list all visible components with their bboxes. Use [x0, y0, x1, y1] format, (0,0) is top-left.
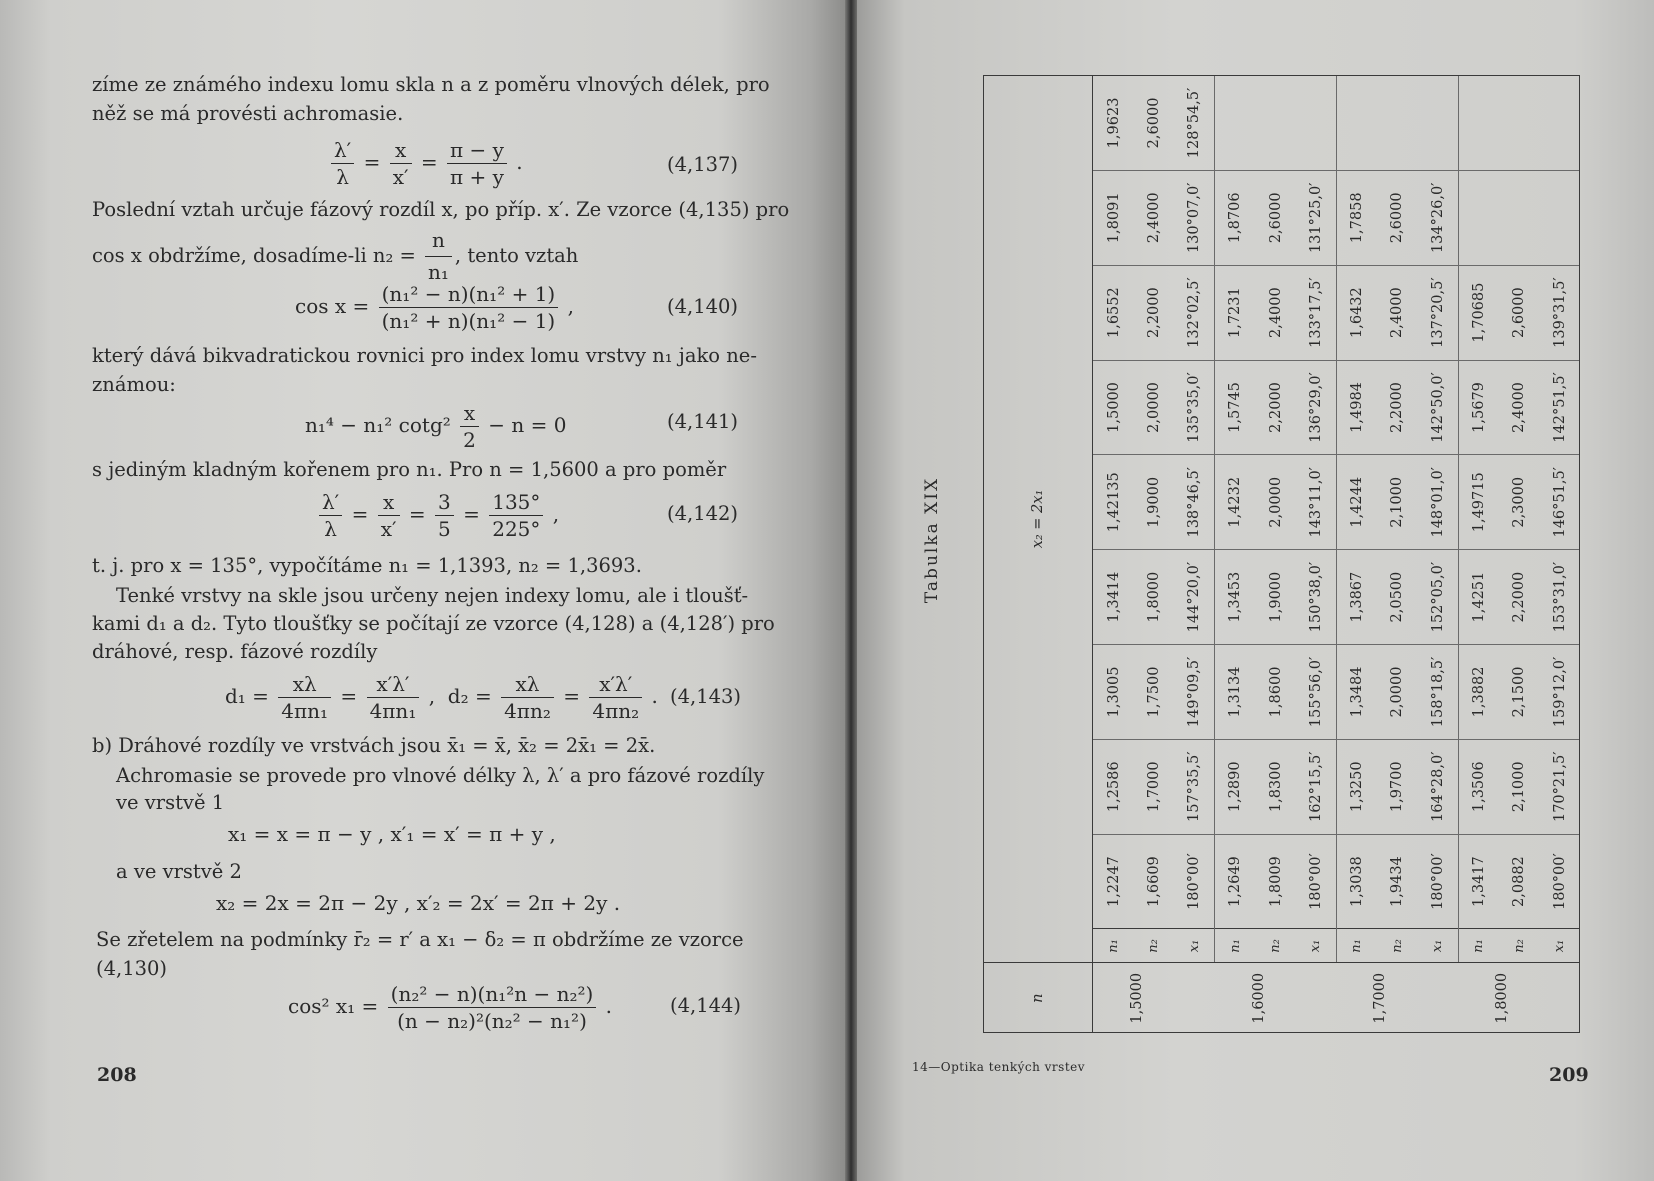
table-cell: 136°29,0′	[1296, 360, 1337, 455]
row-label: n₂	[1255, 929, 1296, 963]
equation-number: (4,143)	[670, 685, 742, 708]
text-line: známou:	[92, 373, 176, 396]
table-cell: 2,6000	[1499, 265, 1540, 360]
table-cell: 138°46,5′	[1174, 455, 1215, 550]
table-cell: 180°00′	[1174, 834, 1215, 929]
book-gutter	[845, 0, 857, 1181]
table-cell: 1,3453	[1215, 550, 1256, 645]
table-cell: 2,2000	[1377, 360, 1418, 455]
table-cell: 1,6609	[1134, 834, 1175, 929]
table-cell: 143°11,0′	[1296, 455, 1337, 550]
table-cell: 2,0000	[1255, 455, 1296, 550]
table-cell: 2,0500	[1377, 550, 1418, 645]
table-cell: 1,8091	[1093, 170, 1134, 265]
table-cell: 1,3414	[1093, 550, 1134, 645]
table-cell: 1,7500	[1134, 645, 1175, 740]
table-cell: 180°00′	[1296, 834, 1337, 929]
table-cell: 1,8000	[1134, 550, 1175, 645]
table-cell: 142°51,5′	[1539, 360, 1580, 455]
equation-number: (4,141)	[667, 410, 739, 433]
text-line: zíme ze známého indexu lomu skla n a z poměru vlnových délek, pro	[92, 73, 770, 96]
table-cell: 2,3000	[1499, 455, 1540, 550]
table-cell: 1,7231	[1215, 265, 1256, 360]
equation-number: (4,144)	[670, 994, 742, 1017]
table-cell: 1,9000	[1134, 455, 1175, 550]
table-cell: 1,9434	[1377, 834, 1418, 929]
table-cell: 132°02,5′	[1174, 265, 1215, 360]
table-cell: 1,3882	[1458, 645, 1499, 740]
table-cell: 180°00′	[1539, 834, 1580, 929]
text-line: Poslední vztah určuje fázový rozdíl x, po příp. x′. Ze vzorce (4,135) pro	[92, 198, 790, 221]
table-cell: 1,42135	[1093, 455, 1134, 550]
page-number-left: 208	[97, 1064, 137, 1086]
equation-4-144: cos² x₁ = $\frac{\text{(n₂² − n)(n₁²n − n₂²)}}{\text{(n − n₂)²(n₂² − n₁²)}}$ .	[288, 982, 613, 1033]
equation-number: (4,140)	[667, 295, 739, 318]
table-cell: 1,3506	[1458, 739, 1499, 834]
table-cell: 1,8300	[1255, 739, 1296, 834]
table-cell: 158°18,5′	[1418, 645, 1459, 740]
row-label: n₂	[1499, 929, 1540, 963]
row-label: x₁	[1296, 929, 1337, 963]
footer-note: 14—Optika tenkých vrstev	[912, 1060, 1086, 1074]
table-cell: 170°21,5′	[1539, 739, 1580, 834]
row-label: n₁	[1336, 929, 1377, 963]
equation-number: (4,142)	[667, 502, 739, 525]
text-line: Achromasie se provede pro vlnové délky λ, λ′ a pro fázové rozdíly	[116, 764, 765, 787]
table-cell: 128°54,5′	[1174, 76, 1215, 171]
table-cell: 1,8009	[1255, 834, 1296, 929]
text-line: dráhové, resp. fázové rozdíly	[92, 640, 378, 663]
group-n-value: 1,7000	[1336, 963, 1458, 1033]
table-cell: 135°35,0′	[1174, 360, 1215, 455]
text-line: něž se má provésti achromasie.	[92, 102, 404, 125]
table-cell: 1,7000	[1134, 739, 1175, 834]
table-cell: 2,4000	[1134, 170, 1175, 265]
table-cell: 1,4244	[1336, 455, 1377, 550]
table-cell: 159°12,0′	[1539, 645, 1580, 740]
table-cell: 2,6000	[1134, 76, 1175, 171]
table-cell: 1,3038	[1336, 834, 1377, 929]
table-cell: 153°31,0′	[1539, 550, 1580, 645]
table-cell: 1,4232	[1215, 455, 1256, 550]
equation-4-137: $\frac{\lambda'}{\lambda}$ = $\frac{x}{x'}$ = $\frac{\pi - y}{\pi + y}$ .	[328, 138, 523, 189]
header-span-label: x₂ = 2x₁	[983, 76, 1093, 964]
table-cell: 2,0882	[1499, 834, 1540, 929]
table-cell: 164°28,0′	[1418, 739, 1459, 834]
table-border	[983, 75, 1580, 1033]
table-cell: 131°25,0′	[1296, 170, 1337, 265]
table-cell: 149°09,5′	[1174, 645, 1215, 740]
equation-number: (4,137)	[667, 153, 739, 176]
table-cell: 1,6432	[1336, 265, 1377, 360]
table-cell: 150°38,0′	[1296, 550, 1337, 645]
table-cell: 2,4000	[1499, 360, 1540, 455]
table-cell: 155°56,0′	[1296, 645, 1337, 740]
row-label: x₁	[1418, 929, 1459, 963]
row-label: x₁	[1539, 929, 1580, 963]
table-cell: 2,1500	[1499, 645, 1540, 740]
table-cell: 1,49715	[1458, 455, 1499, 550]
text-line: Tenké vrstvy na skle jsou určeny nejen indexy lomu, ale i tloušť-	[116, 584, 749, 607]
table-cell: 1,2247	[1093, 834, 1134, 929]
table-cell: 180°00′	[1418, 834, 1459, 929]
table-cell: 2,0000	[1377, 645, 1418, 740]
equation-4-142: $\frac{\lambda'}{\lambda}$ = $\frac{x}{x'}$ = $\frac{3}{5}$ = $\frac{135^\circ}{225^\circ}$ ,	[316, 490, 559, 541]
equation-4-143: d₁ = $\frac{x\lambda}{\text{4πn₁}}$ = $\frac{x'\lambda'}{\text{4πn₁}}$ , d₂ = $\frac{x\lambda}{\text{4πn₂}}$ = $\frac{x'\lambda'}{\text{4πn₂}}$ .	[225, 672, 658, 723]
page-number-right: 209	[1549, 1064, 1589, 1086]
equation-4-140: cos x = $\frac{\text{(n₁² − n)(n₁² + 1)}}{\text{(n₁² + n)(n₁² − 1)}}$ ,	[295, 282, 574, 333]
text-line: ve vrstvě 1	[116, 791, 225, 814]
table-cell: 142°50,0′	[1418, 360, 1459, 455]
table-cell: 1,9700	[1377, 739, 1418, 834]
table-cell: 2,2000	[1255, 360, 1296, 455]
text-line: (4,130)	[96, 957, 168, 980]
table-cell: 137°20,5′	[1418, 265, 1459, 360]
group-n-value: 1,6000	[1215, 963, 1337, 1033]
text-line: který dává bikvadratickou rovnici pro index lomu vrstvy n₁ jako ne-	[92, 344, 757, 367]
table-cell: 1,3005	[1093, 645, 1134, 740]
row-label: n₁	[1458, 929, 1499, 963]
table-cell: 134°26,0′	[1418, 170, 1459, 265]
table-cell: 2,1000	[1377, 455, 1418, 550]
table-cell: 2,2000	[1499, 550, 1540, 645]
row-label: n₁	[1093, 929, 1134, 963]
table-cell: 2,6000	[1377, 170, 1418, 265]
table-cell: 1,4984	[1336, 360, 1377, 455]
table-cell: 1,8600	[1255, 645, 1296, 740]
table-cell: 1,2649	[1215, 834, 1256, 929]
text-line: a ve vrstvě 2	[116, 860, 242, 883]
table-cell: 1,3867	[1336, 550, 1377, 645]
table-cell: 1,2890	[1215, 739, 1256, 834]
text-line: t. j. pro x = 135°, vypočítáme n₁ = 1,1393, n₂ = 1,3693.	[92, 554, 642, 577]
table-cell: 2,1000	[1499, 739, 1540, 834]
table-cell: 2,0000	[1134, 360, 1175, 455]
row-label: n₁	[1215, 929, 1256, 963]
table-cell: 1,3484	[1336, 645, 1377, 740]
table-cell: 1,70685	[1458, 265, 1499, 360]
table-cell: 1,4251	[1458, 550, 1499, 645]
table-cell: 2,6000	[1255, 170, 1296, 265]
table-cell: 1,9000	[1255, 550, 1296, 645]
table-cell: 1,7858	[1336, 170, 1377, 265]
table-cell: 1,5745	[1215, 360, 1256, 455]
table-cell: 2,4000	[1377, 265, 1418, 360]
row-label: x₁	[1174, 929, 1215, 963]
table-cell: 162°15,5′	[1296, 739, 1337, 834]
table-cell: 1,5679	[1458, 360, 1499, 455]
table-title: Tabulka XIX	[922, 476, 942, 604]
table-cell: 2,4000	[1255, 265, 1296, 360]
table-cell: 157°35,5′	[1174, 739, 1215, 834]
table-cell: 1,5000	[1093, 360, 1134, 455]
table-cell: 1,8706	[1215, 170, 1256, 265]
table-cell: 2,2000	[1134, 265, 1175, 360]
table-cell: 130°07,0′	[1174, 170, 1215, 265]
table-cell: 1,3134	[1215, 645, 1256, 740]
table-cell: 1,3250	[1336, 739, 1377, 834]
table-cell: 133°17,5′	[1296, 265, 1337, 360]
equation-layer-2: x₂ = 2x = 2π − 2y , x′₂ = 2x′ = 2π + 2y .	[216, 891, 621, 915]
row-label: n₂	[1377, 929, 1418, 963]
table-cell: 148°01,0′	[1418, 455, 1459, 550]
equation-layer-1: x₁ = x = π − y , x′₁ = x′ = π + y ,	[228, 822, 556, 846]
table-cell: 152°05,0′	[1418, 550, 1459, 645]
text-line: kami d₁ a d₂. Tyto tloušťky se počítají ze vzorce (4,128) a (4,128′) pro	[92, 612, 775, 635]
table-cell: 1,3417	[1458, 834, 1499, 929]
table-cell: 146°51,5′	[1539, 455, 1580, 550]
group-n-value: 1,5000	[1093, 963, 1215, 1033]
group-n-value: 1,8000	[1458, 963, 1580, 1033]
text-line: cos x obdržíme, dosadíme-li n₂ = $\frac{n}{\text{n₁}}$ , tento vztah	[92, 228, 579, 284]
table-cell: 1,9623	[1093, 76, 1134, 171]
text-line: b) Dráhové rozdíly ve vrstvách jsou x̄₁ = x̄, x̄₂ = 2x̄₁ = 2x̄.	[92, 734, 656, 757]
header-n: n	[983, 963, 1093, 1033]
text-line: s jediným kladným kořenem pro n₁. Pro n = 1,5600 a pro poměr	[92, 458, 727, 481]
text-line: Se zřetelem na podmínky r̄₂ = r′ a x₁ − δ₂ = π obdržíme ze vzorce	[96, 928, 744, 951]
table-cell: 1,2586	[1093, 739, 1134, 834]
table-cell: 139°31,5′	[1539, 265, 1580, 360]
row-label: n₂	[1134, 929, 1175, 963]
table-cell: 144°20,0′	[1174, 550, 1215, 645]
table-cell: 1,6552	[1093, 265, 1134, 360]
equation-4-141: n₁⁴ − n₁² cotg² $\frac{x}{2}$ − n = 0	[305, 401, 567, 452]
